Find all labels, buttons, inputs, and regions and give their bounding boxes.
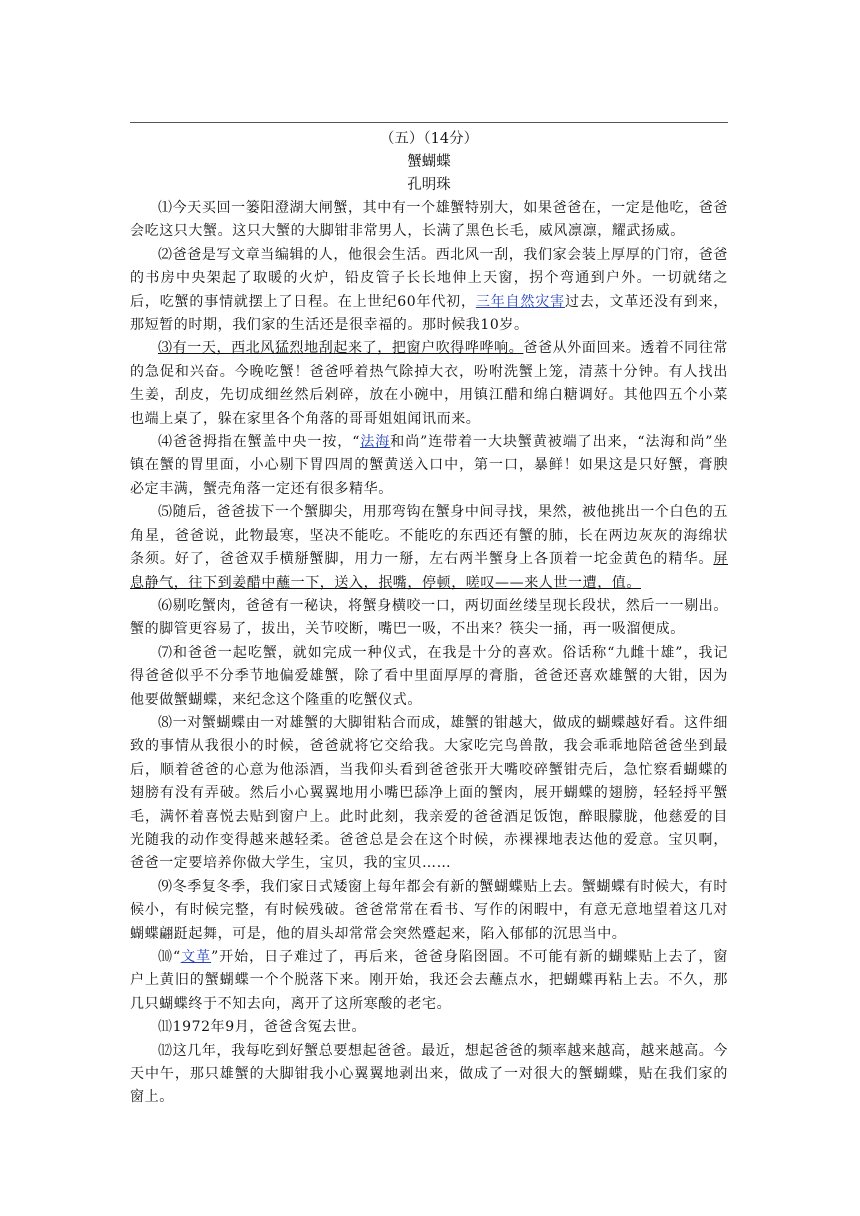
paragraph-10-text-a: ⑽“ bbox=[158, 949, 181, 965]
link-fahai[interactable]: 法海 bbox=[360, 434, 391, 451]
paragraph-10-text-b: ”开始，日子难过了，再后来，爸爸身陷囹圄。不可能有新的蝴蝶贴上去了，窗户上黄旧的蟹蝴蝶一个个脱落下来。刚开始，我还会去蘸点水，把蝴蝶再粘上去。不久，那几只蝴蝶终于不知去向，离开了这所寒酸的老宅。 bbox=[130, 949, 728, 1012]
paragraph-5-text: ⑸随后，爸爸拔下一个蟹脚尖，用那弯钩在蟹身中间寻找，果然，被他挑出一个白色的五角星，爸爸说，此物最寒，坚决不能吃。不能吃的东西还有蟹的肺，长在两边灰灰的海绵状条须。好了，爸爸双手横掰蟹脚，用力一掰，左右两半蟹身上各顶着一坨金黄色的精华。 bbox=[130, 504, 728, 568]
paragraph-5 bbox=[130, 501, 728, 595]
link-natural-disaster[interactable]: 三年自然灾害 bbox=[475, 293, 565, 310]
paragraph-2-text-a: ⑵爸爸是写文章当编辑的人，他很会生活。西北风一刮，我们家会装上厚厚的门帘，爸爸的书房中央架起了取暖的火炉，铅皮管子长长地伸上天窗，拐个弯通到户外。一切就绪之后，吃蟹的事情就摆上了日程。在上世纪60年代初， bbox=[130, 246, 728, 310]
paragraph-4 bbox=[130, 431, 728, 501]
top-rule bbox=[130, 122, 728, 123]
article-title: 蟹蝴蝶 bbox=[407, 154, 451, 170]
paragraph-10 bbox=[130, 946, 728, 1016]
paragraph-6: ⑹剔吃蟹肉，爸爸有一秘诀，将蟹身横咬一口，两切面丝缕呈现长段状，然后一一剔出。蟹的脚管更容易了，拔出，关节咬断，嘴巴一吸，不出来？筷尖一捅，再一吸溜便成。 bbox=[130, 597, 728, 638]
paragraph-9: ⑼冬季复冬季，我们家日式矮窗上每年都会有新的蟹蝴蝶贴上去。蟹蝴蝶有时候大，有时候小，有时候完整，有时候残破。爸爸常常在看书、写作的闲暇中，有意无意地望着这几对蝴蝶翩跹起舞，可是，他的眉头却常常会突然蹙起来，陷入郁郁的沉思当中。 bbox=[130, 878, 728, 942]
paragraph-2-text-b: 过去，文革还没有到来，那短暂的时期，我们家的生活还是很幸福的。那时候我10岁。 bbox=[130, 293, 728, 334]
paragraph-12: ⑿这几年，我每吃到好蟹总要想起爸爸。最近，想起爸爸的频率越来越高，越来越高。今天中午，那只雄蟹的大脚钳我小心翼翼地剥出来，做成了一对很大的蟹蝴蝶，贴在我们家的窗上。 bbox=[130, 1042, 728, 1106]
paragraph-4-text-b: 和尚”连带着一大块蟹黄被端了出来，“法海和尚”坐镇在蟹的胃里面，小心剔下胃四周的蟹黄送入口中，第一口，暴鲜！如果这是只好蟹，膏腴必定丰满，蟹壳角落一定还有很多精华。 bbox=[130, 434, 728, 497]
paragraph-5-underlined: 屏息静气，往下到姜醋中蘸一下，送入，抿嘴，停顿，嗟叹——来人世一遭，值。 bbox=[130, 551, 728, 591]
paragraph-4-text-a: ⑷爸爸拇指在蟹盖中央一按，“ bbox=[158, 434, 361, 451]
paragraph-3-text: 爸爸从外面回来。透着不同往常的急促和兴奋。今晚吃蟹！爸爸呼着热气除掉大衣，吩咐洗蟹上笼，清蒸十分钟。有人找出生姜，刮皮，先切成细丝然后剁碎，放在小碗中，用镇江醋和绵白糖调好。其他四五个小菜也端上桌了，躲在家里各个角落的哥哥姐姐闻讯而来。 bbox=[130, 340, 728, 427]
document-body bbox=[130, 128, 728, 1110]
article-author: 孔明珠 bbox=[407, 177, 451, 193]
paragraph-3-underlined: ⑶有一天，西北风猛烈地刮起来了，把窗户吹得哗哗响。 bbox=[158, 340, 524, 357]
paragraph-2 bbox=[130, 244, 728, 338]
paragraph-7: ⑺和爸爸一起吃蟹，就如完成一种仪式，在我是十分的喜欢。俗话称“九雌十雄”，我记得爸爸似乎不分季节地偏爱雄蟹，除了看中里面厚厚的膏脂，爸爸还喜欢雄蟹的大钳，因为他要做蟹蝴蝶，来纪念这个隆重的吃蟹仪式。 bbox=[130, 644, 728, 708]
section-heading: （五）（14分） bbox=[379, 131, 479, 147]
paragraph-11: ⑾1972年9月，爸爸含冤去世。 bbox=[158, 1019, 367, 1036]
paragraph-8: ⑻一对蟹蝴蝶由一对雄蟹的大脚钳粘合而成，雄蟹的钳越大，做成的蝴蝶越好看。这件细致的事情从我很小的时候，爸爸就将它交给我。大家吃完鸟兽散，我会乖乖地陪爸爸坐到最后，顺着爸爸的心意为他添酒，当我仰头看到爸爸张开大嘴咬碎蟹钳壳后，急忙察看蝴蝶的翅膀有没有弄破。然后小心翼翼地用小嘴巴舔净上面的蟹肉，展开蝴蝶的翅膀，轻轻捋平蟹毛，满怀着喜悦去贴到窗户上。此时此刻，我亲爱的爸爸酒足饭饱，醉眼朦胧，他慈爱的目光随我的动作变得越来越轻柔。爸爸总是会在这个时候，赤裸裸地表达他的爱意。宝贝啊，爸爸一定要培养你做大学生，宝贝，我的宝贝…… bbox=[130, 714, 728, 872]
paragraph-1: ⑴今天买回一篓阳澄湖大闸蟹，其中有一个雄蟹特别大，如果爸爸在，一定是他吃，爸爸会吃这只大蟹。这只大蟹的大脚钳非常男人，长满了黑色长毛，威风凛凛，耀武扬威。 bbox=[130, 200, 728, 240]
paragraph-3 bbox=[130, 337, 728, 431]
link-cultural-revolution[interactable]: 文革 bbox=[180, 949, 212, 965]
